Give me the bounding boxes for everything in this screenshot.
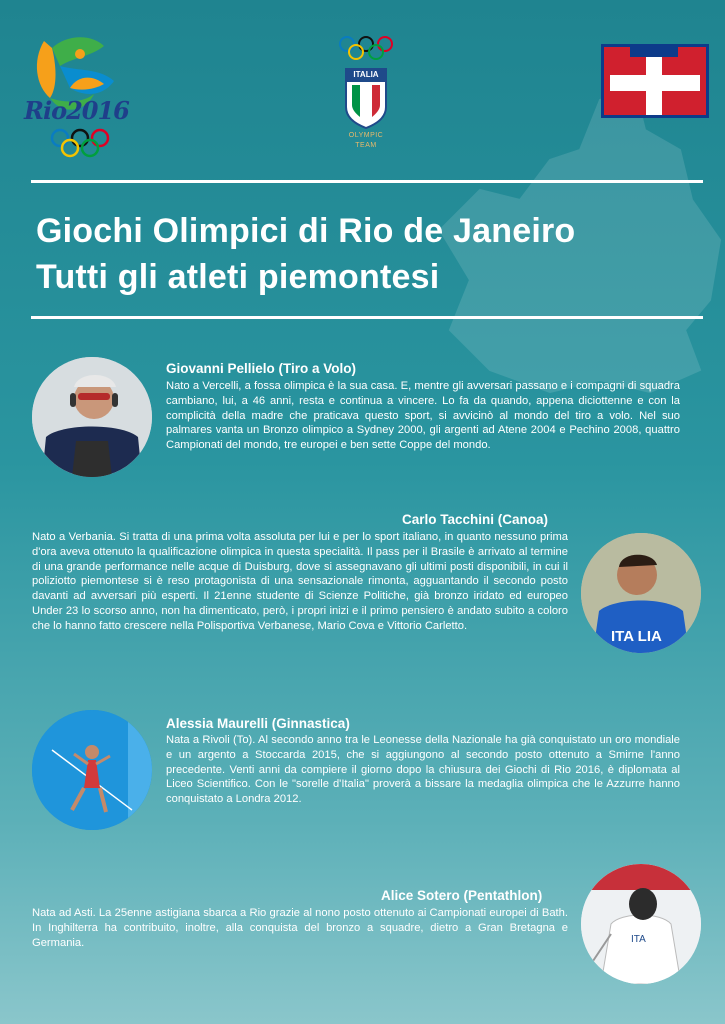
athlete-name-sotero: Alice Sotero (Pentathlon) [381, 888, 543, 903]
piedmont-flag [601, 44, 709, 118]
athlete-bio-tacchini: Nato a Verbania. Si tratta di una prima volta assoluta per lui e per lo sport italiano, in quanto nessuno prima d'ora aveva ottenuto la qualificazione olimpica in questa specialità. Il pass per il Brasile è arrivato al termine di una grande performance nelle acque di Duisburg, dove si assegnavano gli ultimi posti disponibili, in cui il poliziotto piemontese si è reso protagonista di una sensazionale rimonta, agguantando il secondo posto davanti ad avversari più esperti. Il 21enne studente di Scienze Politiche, già bronzo iridato ed europeo Under 23 lo scorso anno, non ha dimenticato, però, i propri inizi e il primo pensiero è andato subito a coloro che lo hanno fatto crescere nella Polisportiva Verbanese, Mario Cova e Vittorio Carletto. [32, 531, 568, 632]
athlete-bio-sotero: Nata ad Asti. La 25enne astigiana sbarca a Rio grazie al nono posto ottenuto ai Campionati europei di Bath. In Inghilterra ha contribuito, inoltre, alla conquista del bronzo a squadre, dietro a Gran Bretagna e Germania. [32, 907, 568, 949]
fencer-photo-icon [581, 864, 701, 984]
flag-label-top [630, 47, 678, 57]
athlete-photo-sotero [581, 864, 701, 984]
flag-cross-horizontal [610, 75, 700, 91]
athlete-name-maurelli: Alessia Maurelli (Ginnastica) [166, 716, 350, 731]
gymnast-photo-icon [32, 710, 152, 830]
title-line-2: Tutti gli atleti piemontesi [36, 258, 440, 296]
fencer-shirt-text: ITA [631, 934, 646, 945]
athlete-bio-maurelli: Nata a Rivoli (To). Al secondo anno tra le Leonesse della Nazionale ha già conquistato un oro mondiale e un argento a Stoccarda 2015, che si aggiungono al secondo posto ottenuto a Smirne l'anno precedente. Venti anni da compiere il giorno dopo la chiusura dei Giochi di Rio 2016, è diplomata al Liceo Scientifico. Con le "sorelle d'Italia" proverà a bissare la medaglia olimpica che le Azzurre hanno conquistato a Londra 2012. [166, 734, 680, 806]
athlete-name-pellielo: Giovanni Pellielo (Tiro a Volo) [166, 361, 357, 376]
canoeist-portrait-icon [581, 533, 701, 653]
italia-badge-label: ITALIA [353, 70, 379, 79]
italia-olympic-team-logo [336, 34, 396, 156]
olympic-team-label: OLYMPIC TEAM [348, 132, 384, 149]
athlete-name-tacchini: Carlo Tacchini (Canoa) [402, 512, 549, 527]
rio2016-logo [22, 26, 129, 166]
athlete-photo-pellielo [32, 357, 152, 477]
rio2016-wordmark: Rio2016 [24, 96, 129, 125]
divider-top [31, 180, 703, 183]
olympic-rings-icon [50, 128, 110, 162]
athlete-photo-tacchini [581, 533, 701, 653]
title-line-1: Giochi Olimpici di Rio de Janeiro [36, 212, 576, 250]
page-title [36, 208, 575, 300]
divider-bottom [31, 316, 703, 319]
athlete-photo-maurelli [32, 710, 152, 830]
athlete-bio-pellielo: Nato a Vercelli, a fossa olimpica è la sua casa. E, mentre gli avversari passano e i compagni di squadra cambiano, lui, a 46 anni, resta e continua a vincere. Lo fa da quando, appena diciottenne e con la complicità della madre che praticava questo sport, si avvicinò al mondo del tiro a volo. Nel suo palmares vanta un Bronzo olimpico a Sydney 2000, gli argenti ad Atene 2004 e Pechino 2008, quattro Campionati del mondo, tre europei e ben sette Coppe del mondo. [166, 380, 680, 452]
canoeist-shirt-text: ITA LIA [611, 628, 662, 645]
olympic-rings-icon [336, 34, 396, 62]
shooter-portrait-icon [32, 357, 152, 477]
